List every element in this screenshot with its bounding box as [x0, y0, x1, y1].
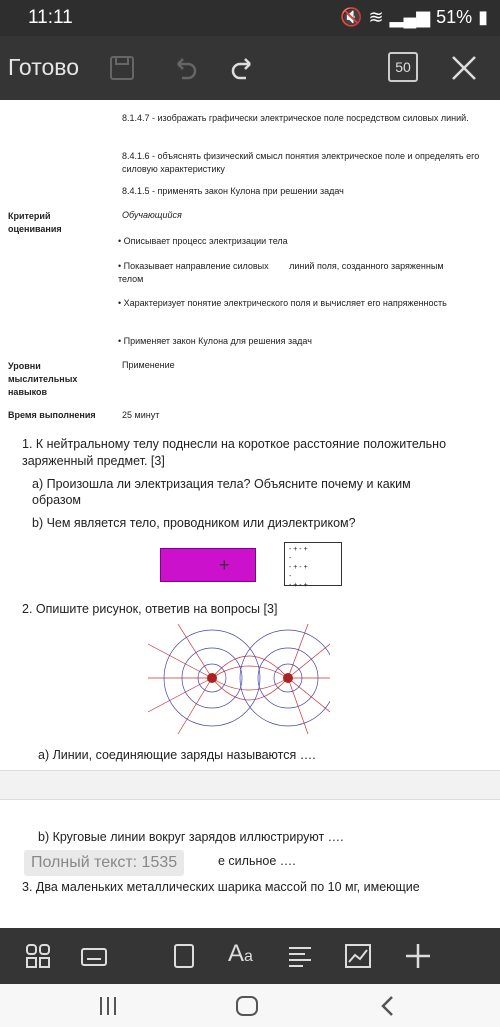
save-icon[interactable] [106, 52, 138, 84]
question-3: 3. Два маленьких металлических шарика массой по 10 мг, имеющие [22, 880, 420, 894]
page-view-icon[interactable] [170, 942, 198, 970]
question-2: 2. Опишите рисунок, ответив на вопросы [3] [22, 602, 278, 616]
align-icon[interactable] [286, 942, 314, 970]
criterion-2a-text: Показывает направление силовых [123, 261, 269, 271]
battery-icon: ▮ [478, 7, 488, 27]
recents-icon[interactable] [96, 994, 120, 1018]
question-2b: b) Круговые линии вокруг зарядов иллюстрируют …. [38, 830, 344, 844]
levels-label: Уровни мыслительных навыков [8, 361, 78, 397]
field-lines-diagram [148, 624, 330, 746]
signal-icon: ▂▄▆ [389, 7, 431, 27]
criterion-1: • Описывает процесс электризации тела [118, 236, 288, 246]
question-2a: а) Линии, соединяющие заряды называются …. [38, 748, 316, 762]
time-label: Время выполнения [8, 410, 96, 420]
levels-value: Применение [122, 360, 175, 370]
layout-icon[interactable] [24, 942, 52, 970]
editor-toolbar [0, 36, 500, 100]
question-1: 1. К нейтральному телу поднесли на короткое расстояние положительно заряженный предмет. [3] [22, 437, 447, 468]
criterion-4: • Применяет закон Кулона для решения задач [118, 336, 312, 346]
criterion-2a: • Показывает направление силовых [118, 261, 269, 271]
done-button[interactable]: Готово [8, 54, 80, 80]
status-icons [340, 7, 488, 28]
battery-label: 51% [436, 7, 473, 27]
chart-icon[interactable] [344, 942, 372, 970]
font-icon[interactable]: Aa [228, 940, 253, 967]
mute-icon: 🔇 [340, 7, 363, 27]
rod-plus: + [219, 555, 230, 575]
close-icon[interactable] [448, 52, 480, 84]
back-icon[interactable] [376, 994, 400, 1018]
document-page [0, 100, 500, 770]
redo-icon[interactable] [228, 52, 260, 84]
neutral-body: - + - + - - + - + - - + - + [284, 542, 342, 586]
format-toolbar [0, 928, 500, 984]
learner-label: Обучающийся [122, 210, 182, 220]
question-1a: a) Произошла ли электризация тела? Объясните почему и каким образом [32, 477, 411, 507]
clock: 11:11 [28, 7, 73, 28]
keyboard-icon[interactable] [80, 942, 108, 970]
criterion-3: • Характеризует понятие электрического поля и вычисляет его напряженность [118, 297, 448, 310]
status-bar [0, 0, 500, 36]
home-icon[interactable] [234, 994, 260, 1018]
time-value: 25 минут [122, 410, 160, 420]
question-1b: b) Чем является тело, проводником или диэлектриком? [32, 516, 356, 530]
page-gap [0, 770, 500, 800]
full-text-counter[interactable]: Полный текст: 1535 [24, 850, 184, 876]
objective-2: 8.4.1.6 - объяснять физический смысл понятия электрическое поле и определять его силовую характеристику [122, 151, 480, 174]
add-icon[interactable] [404, 942, 432, 970]
criteria-label: Критерий оценивания [8, 211, 62, 234]
criterion-2b: линий поля, созданного заряженным телом [118, 261, 444, 284]
objective-3: 8.4.1.5 - применять закон Кулона при решении задач [122, 186, 344, 196]
wifi-icon: ≋ [368, 7, 384, 27]
system-nav-bar [0, 984, 500, 1027]
page-count: 50 [395, 59, 411, 75]
objective-1: 8.1.4.7 - изображать графически электрическое поле посредством силовых линий. [122, 113, 469, 123]
page-count-button[interactable] [388, 52, 418, 82]
undo-icon[interactable] [168, 52, 200, 84]
question-2c: е сильное …. [218, 854, 296, 868]
charged-rod [160, 548, 256, 582]
criterion-2 [118, 260, 458, 286]
